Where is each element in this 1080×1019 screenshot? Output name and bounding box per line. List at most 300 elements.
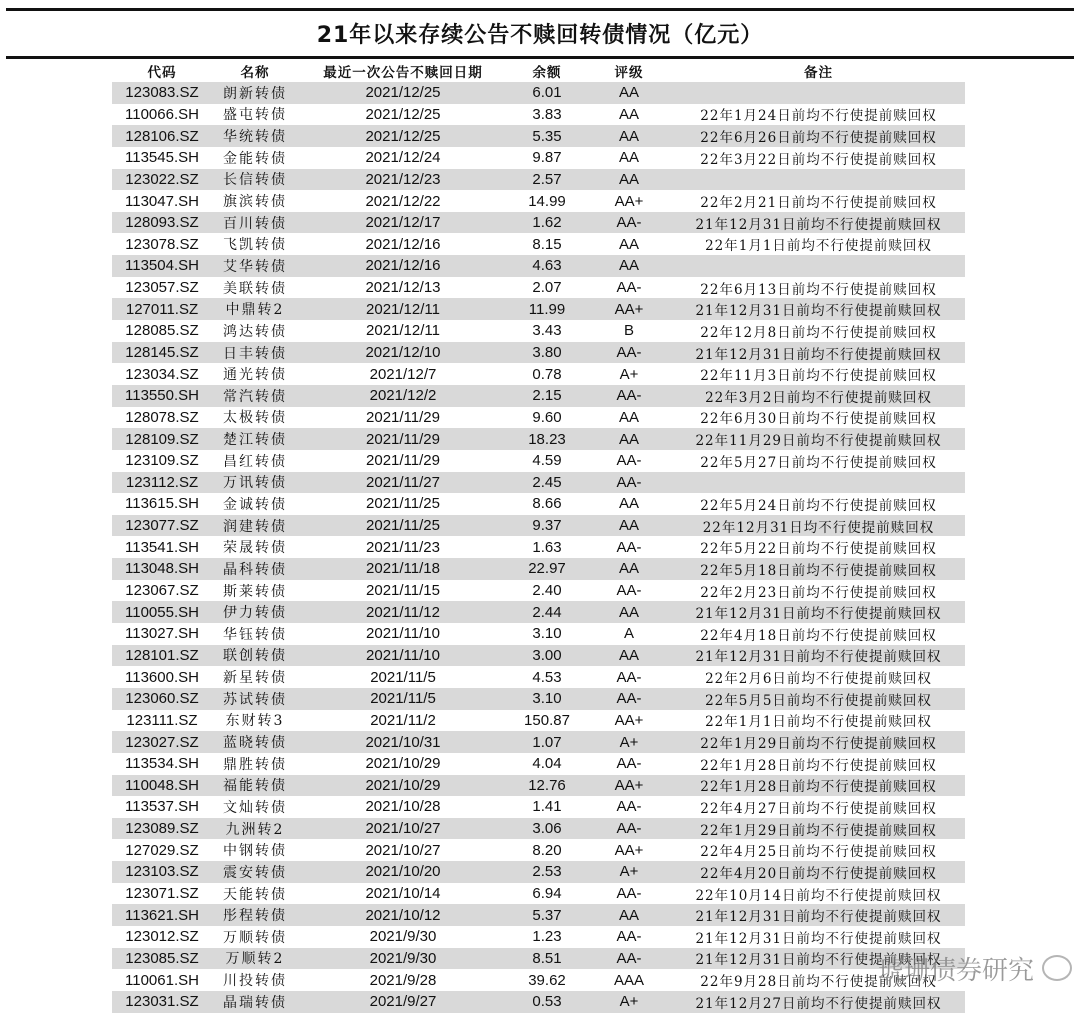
cell-rating: AA [618,408,639,426]
cell-balance: 1.41 [532,798,562,816]
cell-balance: 6.01 [532,84,562,102]
cell-note: 22年1月28日前均不行使提前赎回权 [700,779,937,796]
cell-name: 朗新转债 [223,85,287,102]
cell-balance: 3.10 [532,690,562,708]
page-title: 21年以来存续公告不赎回转债情况（亿元） [316,23,764,48]
cell-note: 21年12月27日前均不行使提前赎回权 [695,995,942,1012]
table-header [112,60,965,82]
header-code: 代码 [147,65,177,81]
cell-name: 万顺转2 [225,951,285,968]
cell-date: 2021/11/5 [370,668,436,686]
cell-name: 文灿转债 [223,799,287,816]
cell-date: 2021/11/25 [366,517,440,535]
cell-note: 22年5月24日前均不行使提前赎回权 [700,497,937,514]
cell-code: 128109.SZ [125,430,199,448]
cell-note: 22年6月26日前均不行使提前赎回权 [700,130,937,147]
table-row [112,645,965,667]
cell-rating: B [623,322,634,340]
cell-rating: AA [618,235,639,253]
cell-name: 苏试转债 [223,691,287,708]
cell-note: 21年12月31日前均不行使提前赎回权 [695,952,942,969]
cell-name: 盛屯转债 [223,107,287,124]
cell-date: 2021/10/31 [365,733,441,751]
table-row [112,125,965,147]
cell-date: 2021/12/11 [366,322,440,340]
cell-code: 123034.SZ [125,365,199,383]
cell-rating: AA- [616,755,642,773]
cell-balance: 3.10 [532,625,562,643]
cell-balance: 2.57 [532,170,562,188]
cell-rating: AA+ [614,776,644,794]
table-row [112,342,965,364]
cell-name: 太极转债 [223,410,287,427]
cell-rating: AA [618,495,639,513]
cell-code: 113027.SH [125,625,199,643]
cell-date: 2021/12/25 [365,127,441,145]
table-row [112,883,965,905]
cell-balance: 8.20 [532,841,562,859]
cell-name: 楚江转债 [223,432,287,449]
cell-date: 2021/11/29 [366,452,440,470]
cell-rating: AA- [616,582,642,600]
cell-balance: 4.63 [532,257,562,275]
cell-rating: AA [618,149,639,167]
cell-date: 2021/11/29 [366,430,440,448]
cell-code: 123012.SZ [125,928,199,946]
table-row [112,190,965,212]
cell-note: 22年1月1日前均不行使提前赎回权 [705,714,932,731]
cell-rating: AA- [616,928,642,946]
cell-rating: AA- [616,387,642,405]
watermark [878,950,1034,987]
cell-note: 22年6月13日前均不行使提前赎回权 [700,281,937,298]
cell-date: 2021/12/24 [365,149,441,167]
cell-balance: 0.53 [532,993,562,1011]
cell-date: 2021/10/27 [365,820,441,838]
cell-rating: AA [618,603,639,621]
cell-code: 123022.SZ [125,170,199,188]
cell-date: 2021/12/2 [369,387,437,405]
cell-note: 21年12月31日前均不行使提前赎回权 [695,216,942,233]
table-row [112,580,965,602]
cell-code: 110066.SH [125,105,199,123]
cell-note: 22年11月29日前均不行使提前赎回权 [695,433,942,450]
cell-name: 华钰转债 [223,626,287,643]
cell-balance: 2.15 [532,387,562,405]
cell-balance: 22.97 [528,560,566,578]
cell-date: 2021/11/10 [366,646,440,664]
header-name: 名称 [240,65,270,81]
cell-rating: AAA [613,971,644,989]
cell-date: 2021/12/11 [366,300,440,318]
cell-name: 金诚转债 [223,496,287,513]
cell-name: 飞凯转债 [223,237,287,254]
cell-note: 22年5月22日前均不行使提前赎回权 [700,541,937,558]
cell-balance: 14.99 [528,192,566,210]
cell-code: 123031.SZ [125,993,199,1011]
cell-name: 新星转债 [223,670,287,687]
cell-name: 东财转3 [225,713,285,730]
cell-code: 113545.SH [125,149,199,167]
table-row [112,169,965,191]
cell-balance: 3.00 [532,646,562,664]
cell-date: 2021/12/25 [365,84,441,102]
cell-code: 123027.SZ [125,733,199,751]
cell-rating: AA+ [614,711,644,729]
cell-code: 123077.SZ [125,517,199,535]
cell-rating: AA- [616,798,642,816]
cell-code: 123111.SZ [126,711,198,729]
cell-code: 123109.SZ [125,452,199,470]
cell-name: 万顺转债 [223,929,287,946]
cell-name: 美联转债 [223,280,287,297]
cell-code: 123112.SZ [125,473,199,491]
cell-code: 128106.SZ [125,127,199,145]
cell-code: 127029.SZ [125,841,199,859]
cell-rating: A [623,625,634,643]
cell-rating: AA- [616,452,642,470]
cell-date: 2021/10/28 [365,798,441,816]
cell-name: 中钢转债 [223,843,287,860]
cell-date: 2021/12/16 [365,235,441,253]
cell-code: 113047.SH [125,192,199,210]
table-row [112,623,965,645]
cell-note: 22年5月5日前均不行使提前赎回权 [705,692,932,709]
cell-balance: 5.37 [532,906,562,924]
table-row [112,775,965,797]
cell-code: 110048.SH [125,776,199,794]
cell-note: 22年12月31日均不行使提前赎回权 [702,519,935,536]
cell-note: 22年4月27日前均不行使提前赎回权 [700,800,937,817]
cell-date: 2021/11/2 [370,711,436,729]
cell-code: 128145.SZ [125,344,199,361]
cell-date: 2021/12/7 [369,365,437,383]
cell-rating: AA [618,105,639,123]
table-row [112,904,965,926]
top-rule [6,8,1074,11]
cell-note: 21年12月31日前均不行使提前赎回权 [695,346,942,363]
cell-code: 128078.SZ [125,408,199,426]
table-row [112,104,965,126]
cell-rating: AA- [616,279,642,297]
cell-name: 润建转债 [223,518,287,535]
cell-date: 2021/10/20 [365,863,441,881]
cell-balance: 4.53 [532,668,562,686]
bond-table [112,60,965,1013]
cell-rating: AA- [616,214,642,232]
cell-balance: 1.62 [532,214,562,232]
table-row [112,212,965,234]
cell-date: 2021/12/16 [365,257,441,275]
cell-balance: 3.06 [532,820,562,838]
cell-note: 22年4月18日前均不行使提前赎回权 [700,627,937,644]
cell-code: 123089.SZ [125,820,199,838]
cell-date: 2021/10/14 [365,885,441,903]
cell-name: 九洲转2 [225,821,285,838]
cell-note: 22年1月24日前均不行使提前赎回权 [700,108,937,125]
cell-rating: A+ [619,733,639,751]
cell-name: 常汽转债 [223,388,287,405]
cell-rating: AA- [616,668,642,686]
cell-rating: AA- [616,690,642,708]
cell-balance: 1.63 [532,538,562,556]
cell-date: 2021/11/15 [366,582,440,600]
cell-code: 113048.SH [125,560,199,578]
cell-balance: 2.44 [532,603,562,621]
table-row [112,472,965,494]
cell-note: 22年9月28日前均不行使提前赎回权 [700,974,937,991]
cell-code: 110061.SH [125,971,199,989]
cell-rating: AA [618,430,639,448]
table-row [112,710,965,732]
cell-rating: A+ [619,365,639,383]
watermark-text: 琥珊债券研究 [878,956,1035,986]
cell-note: 22年3月22日前均不行使提前赎回权 [700,151,937,168]
cell-code: 113600.SH [125,668,199,686]
cell-rating: AA [618,646,639,664]
cell-name: 联创转债 [223,648,287,665]
cell-balance: 5.35 [532,127,562,145]
cell-rating: AA [618,906,639,924]
cell-code: 123103.SZ [125,863,199,881]
cell-balance: 2.07 [532,279,562,297]
cell-rating: AA [618,560,639,578]
cell-date: 2021/11/29 [366,408,440,426]
cell-name: 斯莱转债 [223,583,287,600]
table-row [112,818,965,840]
cell-date: 2021/10/29 [365,755,441,773]
title-rule [6,56,1074,59]
cell-note: 22年1月29日前均不行使提前赎回权 [700,736,937,753]
cell-name: 日丰转债 [223,345,287,362]
cell-date: 2021/12/10 [365,344,441,361]
cell-balance: 8.15 [532,235,562,253]
cell-balance: 9.87 [532,149,562,167]
table-row [112,558,965,580]
cell-balance: 3.83 [532,105,562,123]
table-row [112,255,965,277]
cell-balance: 12.76 [528,776,566,794]
cell-name: 荣晟转债 [223,540,287,557]
cell-name: 昌红转债 [223,453,287,470]
cell-note: 21年12月31日前均不行使提前赎回权 [695,909,942,926]
cell-rating: A+ [619,993,639,1011]
cell-balance: 11.99 [528,300,566,318]
cell-balance: 9.60 [532,408,562,426]
table-row [112,861,965,883]
cell-name: 华统转债 [223,129,287,146]
cell-name: 鸿达转债 [223,323,287,340]
cell-code: 113534.SH [125,755,199,773]
cell-code: 128093.SZ [125,214,199,232]
cell-note: 22年6月30日前均不行使提前赎回权 [700,411,937,428]
cell-date: 2021/9/27 [369,993,437,1011]
cell-name: 川投转债 [223,973,287,990]
cell-balance: 1.07 [532,733,562,751]
cell-note: 22年1月28日前均不行使提前赎回权 [700,757,937,774]
cell-code: 113541.SH [125,538,199,556]
cell-name: 鼎胜转债 [223,756,287,773]
table-row [112,666,965,688]
cell-note: 22年10月14日前均不行使提前赎回权 [695,887,942,904]
cell-code: 123078.SZ [125,235,199,253]
table-row [112,450,965,472]
cell-rating: A+ [619,863,639,881]
cell-code: 113615.SH [125,495,199,513]
cell-code: 127011.SZ [125,300,199,318]
cell-code: 123060.SZ [125,690,199,708]
cell-name: 天能转债 [223,886,287,903]
table-row [112,82,965,104]
table-row [112,407,965,429]
wechat-icon [1042,955,1072,981]
cell-code: 113621.SH [125,906,199,924]
cell-note: 22年2月6日前均不行使提前赎回权 [705,671,932,688]
cell-date: 2021/12/25 [365,105,441,123]
cell-rating: AA+ [614,841,644,859]
table-row [112,753,965,775]
cell-name: 晶科转债 [223,561,287,578]
cell-note: 22年3月2日前均不行使提前赎回权 [705,389,932,406]
table-row [112,385,965,407]
cell-balance: 150.87 [524,711,570,729]
cell-date: 2021/11/27 [366,473,440,491]
table-row [112,536,965,558]
cell-name: 蓝晓转债 [223,735,287,752]
cell-date: 2021/11/25 [366,495,440,513]
cell-name: 长信转债 [223,172,287,189]
cell-name: 晶瑞转债 [223,994,287,1011]
cell-balance: 39.62 [528,971,566,989]
cell-name: 福能转债 [223,778,287,795]
cell-balance: 4.59 [532,452,562,470]
cell-note: 21年12月31日前均不行使提前赎回权 [695,649,942,666]
cell-name: 通光转债 [223,367,287,384]
cell-rating: AA [618,84,639,102]
cell-date: 2021/9/28 [369,971,437,989]
header-note: 备注 [804,65,833,81]
cell-note: 22年2月21日前均不行使提前赎回权 [700,195,937,212]
cell-date: 2021/11/18 [366,560,440,578]
cell-note: 21年12月31日前均不行使提前赎回权 [695,303,942,320]
header-date: 最近一次公告不赎回日期 [323,65,483,81]
table-row [112,298,965,320]
table-row [112,493,965,515]
table-body [112,82,965,1013]
cell-note: 22年2月23日前均不行使提前赎回权 [700,584,937,601]
header-balance: 余额 [532,65,562,81]
cell-date: 2021/10/29 [365,776,441,794]
cell-date: 2021/12/22 [365,192,441,210]
table-row [112,969,965,991]
cell-date: 2021/11/23 [366,538,440,556]
table-row [112,839,965,861]
cell-code: 113504.SH [125,257,199,275]
cell-balance: 4.04 [532,755,562,773]
cell-balance: 3.43 [532,322,562,340]
cell-note: 21年12月31日前均不行使提前赎回权 [695,930,942,947]
cell-name: 金能转债 [223,150,287,167]
cell-date: 2021/12/23 [365,170,441,188]
table-row [112,428,965,450]
table-row [112,147,965,169]
cell-name: 震安转债 [223,864,287,881]
cell-date: 2021/9/30 [369,949,437,967]
table-row [112,601,965,623]
cell-date: 2021/10/27 [365,841,441,859]
cell-code: 123083.SZ [125,84,199,102]
cell-balance: 0.78 [532,365,562,383]
cell-rating: AA- [616,473,642,491]
header-rating: 评级 [614,65,644,81]
cell-balance: 6.94 [532,885,562,903]
cell-rating: AA- [616,344,642,361]
cell-name: 彤程转债 [223,908,287,925]
cell-name: 伊力转债 [223,605,287,622]
cell-code: 128085.SZ [125,322,199,340]
cell-name: 艾华转债 [223,258,287,275]
cell-name: 旗滨转债 [223,194,287,211]
cell-note: 22年1月29日前均不行使提前赎回权 [700,822,937,839]
table-row [112,233,965,255]
cell-rating: AA [618,127,639,145]
cell-name: 万讯转债 [223,475,287,492]
cell-note: 22年4月25日前均不行使提前赎回权 [700,844,937,861]
cell-note: 22年12月8日前均不行使提前赎回权 [700,324,937,341]
table-row [112,948,965,970]
cell-rating: AA+ [614,300,644,318]
cell-code: 113537.SH [125,798,199,816]
cell-note: 22年11月3日前均不行使提前赎回权 [700,368,937,385]
cell-rating: AA+ [614,192,644,210]
cell-date: 2021/9/30 [369,928,437,946]
cell-name: 百川转债 [223,215,287,232]
table-row [112,731,965,753]
cell-date: 2021/12/17 [365,214,441,232]
cell-balance: 18.23 [528,430,566,448]
cell-balance: 2.40 [532,582,562,600]
cell-rating: AA- [616,949,642,967]
cell-code: 123071.SZ [125,885,199,903]
cell-balance: 2.45 [532,473,562,491]
table-row [112,688,965,710]
cell-code: 123057.SZ [125,279,199,297]
table-row [112,320,965,342]
cell-balance: 9.37 [532,517,562,535]
cell-rating: AA [618,170,639,188]
cell-code: 123085.SZ [125,949,199,967]
cell-rating: AA [618,257,639,275]
cell-balance: 1.23 [532,928,562,946]
cell-balance: 2.53 [532,863,562,881]
cell-note: 22年1月1日前均不行使提前赎回权 [705,238,932,255]
table-row [112,363,965,385]
cell-rating: AA- [616,885,642,903]
cell-rating: AA [618,517,639,535]
cell-date: 2021/11/10 [366,625,440,643]
cell-code: 110055.SH [125,603,199,621]
cell-name: 中鼎转2 [225,302,285,319]
cell-note: 22年4月20日前均不行使提前赎回权 [700,865,937,882]
table-row [112,277,965,299]
cell-note: 22年5月18日前均不行使提前赎回权 [700,562,937,579]
table-row [112,926,965,948]
cell-code: 128101.SZ [125,646,199,664]
table-row [112,991,965,1013]
cell-date: 2021/11/5 [370,690,436,708]
table-row [112,796,965,818]
cell-code: 123067.SZ [125,582,199,600]
